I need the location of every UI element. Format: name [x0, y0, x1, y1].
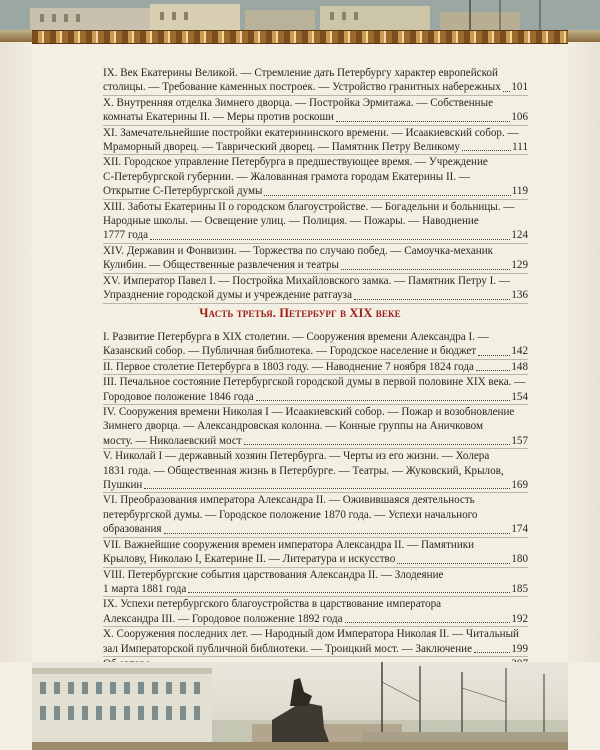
toc-entry	[103, 244, 528, 274]
toc-entry-text: VIII. Петербургские события царствования Александра II. — Злодеяние	[103, 568, 444, 581]
toc-entry-line	[103, 419, 528, 433]
toc-list-part-two	[103, 66, 528, 304]
toc-entry-line	[103, 110, 528, 124]
page-number: 169	[511, 479, 528, 492]
toc-entry-line	[103, 140, 528, 154]
toc-entry-line	[103, 330, 528, 344]
toc-entry-text: 1777 года	[103, 229, 149, 242]
toc-entry-text: образования	[103, 523, 162, 536]
dot-leader	[503, 91, 511, 92]
toc-entry-text: Пушкин	[103, 479, 143, 492]
toc-entry	[103, 493, 528, 537]
page-number: 154	[511, 390, 528, 403]
toc-entry	[103, 405, 528, 449]
toc-entry-line	[103, 170, 528, 184]
toc-entry-text: комнаты Екатерины II. — Меры против роскоши	[103, 111, 334, 124]
page-number: 185	[511, 582, 528, 595]
dot-leader	[336, 121, 510, 122]
toc-entry-line	[103, 522, 528, 536]
page-number: 174	[511, 523, 528, 536]
toc-entry-line	[103, 493, 528, 507]
dot-leader	[150, 239, 510, 240]
ornamental-frieze	[32, 30, 568, 44]
toc-entry-text: III. Печальное состояние Петербургской городской думы в первой половине XIX века. —	[103, 376, 526, 389]
toc-entry	[103, 200, 528, 244]
toc-entry-line	[103, 375, 528, 389]
toc-entry	[103, 538, 528, 568]
toc-entry-line	[103, 244, 528, 258]
toc-entry	[103, 66, 528, 96]
toc-entry-text: зал Императорской публичной библиотеки. — Троицкий мост. — Заключение	[103, 642, 473, 655]
toc-entry-line	[103, 184, 528, 198]
page-number: 119	[511, 185, 528, 198]
cityscape-illustration-top	[0, 0, 600, 30]
cityscape-illustration-bottom	[32, 662, 568, 750]
dot-leader	[244, 444, 511, 445]
toc-entry-text: Мраморный дворец. — Таврический дворец. — Памятник Петру Великому	[103, 141, 460, 154]
toc-entry-line	[103, 288, 528, 302]
toc-entry-text: 1831 года. — Общественная жизнь в Петербурге. — Театры. — Жуковский, Крылов,	[103, 464, 504, 477]
toc-entry-line	[103, 538, 528, 552]
toc-entry-line	[103, 508, 528, 522]
toc-entry-line	[103, 582, 528, 596]
page-number: 136	[511, 289, 528, 302]
page-number: 157	[511, 434, 528, 447]
page-number: 129	[511, 259, 528, 272]
toc-entry-line	[103, 552, 528, 566]
toc-entry	[103, 330, 528, 360]
toc-entry-line	[103, 80, 528, 94]
toc-entry-text: С-Петербургской губернии. — Жалованная грамота городам Екатерины II. —	[103, 170, 470, 183]
toc-entry-text: V. Николай I — державный хозяин Петербурга. — Черты из его жизни. — Холера	[103, 450, 490, 463]
dot-leader	[345, 622, 511, 623]
dot-leader	[144, 488, 510, 489]
toc-entry-text: столицы. — Требование каменных построек. — Устройство гранитных набережных	[103, 81, 501, 94]
toc-entry-text: Кулибин. — Общественные развлечения и театры	[103, 259, 339, 272]
toc-entry-line	[103, 66, 528, 80]
page-number: 142	[511, 345, 528, 358]
toc-entry-text: IX. Успехи петербургского благоустройства в царствование императора	[103, 598, 442, 611]
toc-entry-line	[103, 200, 528, 214]
toc-entry	[103, 360, 528, 375]
page-number: 192	[511, 612, 528, 625]
toc-entry	[103, 155, 528, 199]
page-number: 124	[511, 229, 528, 242]
toc-entry-text: I. Развитие Петербурга в XIX столетии. — Сооружения времени Александра I. —	[103, 331, 489, 343]
toc-entry-line	[103, 258, 528, 272]
toc-entry	[103, 375, 528, 405]
toc-entry-text: Открытие С-Петербургской думы	[103, 185, 263, 198]
toc-entry-text: 1 марта 1881 года	[103, 582, 187, 595]
toc-entry-text: XII. Городское управление Петербурга в предшествующее время. — Учреждение	[103, 156, 488, 169]
right-margin	[568, 42, 600, 662]
page-number: 180	[511, 553, 528, 566]
toc-entry-line	[103, 449, 528, 463]
toc-entry-line	[103, 464, 528, 478]
top-illustration	[0, 0, 600, 42]
dot-leader	[478, 355, 510, 356]
toc-entry	[103, 274, 528, 304]
toc-entry-text: мосту. — Николаевский мост	[103, 434, 242, 447]
toc-entry-text: Народные школы. — Освещение улиц. — Полиция. — Пожары. — Наводнение	[103, 215, 479, 228]
toc-entry-line	[103, 228, 528, 242]
toc-entry-text: XIII. Заботы Екатерины II о городском благоустройстве. — Богадельни и больницы. —	[103, 200, 515, 213]
toc-entry-text: VII. Важнейшие сооружения времен императора Александра II. — Памятники	[103, 538, 475, 551]
toc-entry-text: IV. Сооружения времени Николая I — Исаакиевский собор. — Пожар и возобновление	[103, 406, 515, 419]
toc-entry-text: X. Внутренняя отделка Зимнего дворца. — Постройка Эрмитажа. — Собственные	[103, 96, 493, 109]
toc-entry-text: X. Сооружения последних лет. — Народный дом Императора Николая II. — Читальный	[103, 628, 519, 641]
toc-entry	[103, 568, 528, 598]
toc-entry-line	[103, 478, 528, 492]
toc-entry-line	[103, 155, 528, 169]
toc-entry-text: петербургской думы. — Городское положение 1870 года. — Успехи начального	[103, 508, 478, 521]
toc-entry	[103, 449, 528, 493]
dot-leader	[462, 150, 511, 151]
toc-entry-line	[103, 434, 528, 448]
page-number: 111	[512, 141, 528, 154]
dot-leader	[256, 400, 511, 401]
dot-leader	[264, 195, 510, 196]
page-number: 199	[511, 642, 528, 655]
toc-entry-text: XIV. Державин и Фонвизин. — Торжества по случаю побед. — Самоучка-механик	[103, 244, 494, 257]
toc-entry-line	[103, 642, 528, 656]
page-number: 148	[511, 360, 528, 373]
toc-entry-line	[103, 344, 528, 358]
dot-leader	[354, 299, 510, 300]
toc-entry-text: Зимнего дворца. — Александровская колонна. — Конные группы на Аничковом	[103, 420, 484, 433]
toc-list-part-three	[103, 330, 528, 672]
toc-entry-line	[103, 597, 528, 611]
dot-leader	[476, 370, 510, 371]
toc-entry-line	[103, 214, 528, 228]
toc-entry-line	[103, 274, 528, 288]
toc-entry-line	[103, 96, 528, 110]
toc-entry-text: Казанский собор. — Публичная библиотека. — Городское население и бюджет	[103, 345, 477, 358]
toc-entry	[103, 597, 528, 627]
toc-entry-text: VI. Преобразования императора Александра II. — Оживившаяся деятельность	[103, 494, 475, 507]
dot-leader	[341, 269, 510, 270]
page-number: 101	[511, 81, 528, 94]
part-three-heading	[0, 306, 600, 321]
part-three-title: Часть третья. Петербург в XIX веке	[199, 306, 401, 320]
toc-entry-text: XI. Замечательнейшие постройки екатерининского времени. — Исаакиевский собор. —	[103, 126, 519, 139]
toc-entry-line	[103, 126, 528, 140]
page-number: 106	[511, 111, 528, 124]
toc-entry	[103, 126, 528, 156]
toc-entry-text: Крылову, Николаю I, Екатерине II. — Литература и искусство	[103, 553, 396, 566]
dot-leader	[188, 592, 510, 593]
toc-entry-line	[103, 627, 528, 641]
dot-leader	[164, 533, 511, 534]
toc-entry-line	[103, 405, 528, 419]
toc-entry-line	[103, 390, 528, 404]
toc-entry-text: IX. Век Екатерины Великой. — Стремление дать Петербургу характер европейской	[103, 67, 498, 79]
toc-entry-text: Упразднение городской думы и учреждение ратгауза	[103, 289, 352, 302]
dot-leader	[474, 652, 510, 653]
toc-entry-line	[103, 612, 528, 626]
left-margin	[0, 42, 32, 662]
toc-entry-line	[103, 568, 528, 582]
dot-leader	[397, 563, 510, 564]
toc-entry	[103, 627, 528, 657]
toc-entry-line	[103, 360, 528, 374]
toc-entry-text: Александра III. — Городовое положение 1892 года	[103, 612, 343, 625]
toc-entry-text: II. Первое столетие Петербурга в 1803 году. — Наводнение 7 ноября 1824 года	[103, 360, 474, 373]
toc-entry-text: Городовое положение 1846 года	[103, 390, 254, 403]
toc-entry-text: XV. Император Павел I. — Постройка Михайловского замка. — Памятник Петру I. —	[103, 274, 510, 287]
toc-entry	[103, 96, 528, 126]
